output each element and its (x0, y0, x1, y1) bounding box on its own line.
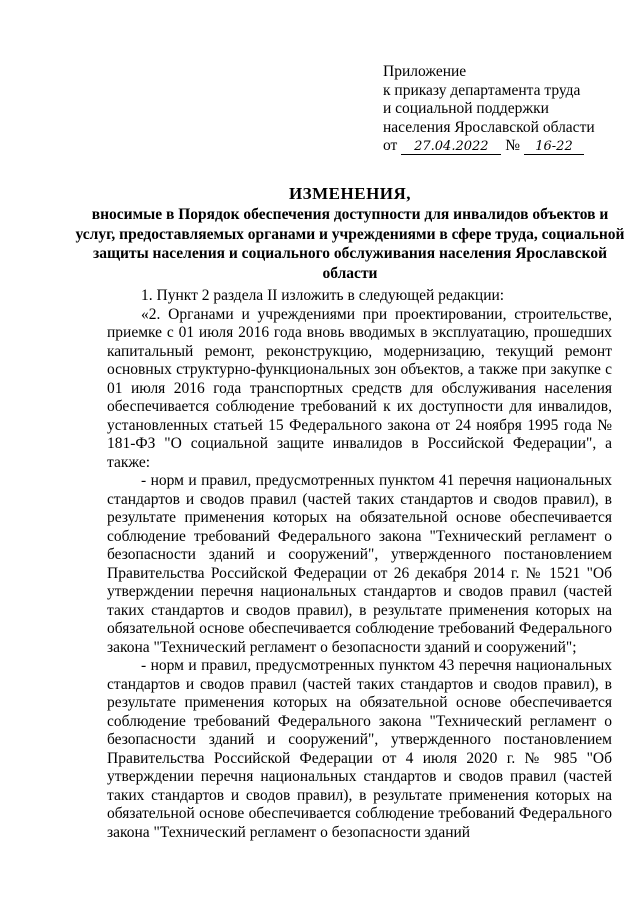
annex-line-order: к приказу департамента труда (383, 81, 581, 99)
annex-line-region: населения Ярославской области (383, 118, 595, 136)
annex-number-label: № (505, 137, 520, 154)
annex-date-number-line (383, 137, 623, 156)
paragraph-4: - норм и правил, предусмотренных пунктом 43 перечня национальных стандартов и сводов правил (частей таких стандартов и сводов правил), в результате применения которых на обязательной основе обеспечивается соблюдение требований Федерального закона "Технический регламент о безопасности зданий и сооружений", утвержденного постановлением Правительства Российской Федерации от 4 июля 2020 г. № 985 "Об утверждении перечня национальных стандартов и сводов правил (частей таких стандартов и сводов правил), в результате применения которых на обязательной основе обеспечивается соблюдение требований Федерального закона "Технический регламент о безопасности зданий (107, 657, 612, 841)
document-body (107, 287, 612, 842)
annex-from-label: от (383, 137, 398, 154)
paragraph-3: - норм и правил, предусмотренных пунктом 41 перечня национальных стандартов и сводов правил (частей таких стандартов и сводов правил), в результате применения которых на обязательной основе обеспечивается соблюдение требований Федерального закона "Технический регламент о безопасности зданий и сооружений", утвержденного постановлением Правительства Российской Федерации от 26 декабря 2014 г. № 1521 "Об утверждении перечня национальных стандартов и сводов правил (частей таких стандартов и сводов правил), в результате применения которых на обязательной основе обеспечивается соблюдение требований Федерального закона "Технический регламент о безопасности зданий и сооружений"; (107, 472, 612, 656)
annex-line-department: и социальной поддержки (383, 100, 549, 117)
document-subtitle: вносимые в Порядок обеспечения доступности для инвалидов объектов и услуг, предоставляемых органами и учреждениями в сфере труда, социальной защиты населения и социального обслуживания населения Ярославской области (75, 206, 625, 282)
paragraph-2: «2. Органами и учреждениями при проектировании, строительстве, приемке с 01 июля 2016 года вновь вводимых в эксплуатацию, прошедших капитальный ремонт, реконструкцию, модернизацию, текущий ремонт основных структурно-функциональных зон объектов, а также при закупке с 01 июля 2016 года транспортных средств для обслуживания населения обеспечивается соблюдение требований к их доступности для инвалидов, установленных статьей 15 Федерального закона от 24 ноября 1995 года № 181-ФЗ "О социальной защите инвалидов в Российской Федерации", а также: (107, 305, 612, 471)
paragraph-1: 1. Пункт 2 раздела II изложить в следующей редакции: (141, 287, 505, 304)
handwritten-date: 27.04.2022 (401, 140, 501, 155)
annex-header (383, 63, 623, 156)
handwritten-number: 16-22 (524, 140, 584, 155)
document-title: ИЗМЕНЕНИЯ, (288, 184, 412, 203)
document-heading (70, 184, 630, 283)
annex-title: Приложение (383, 63, 467, 80)
